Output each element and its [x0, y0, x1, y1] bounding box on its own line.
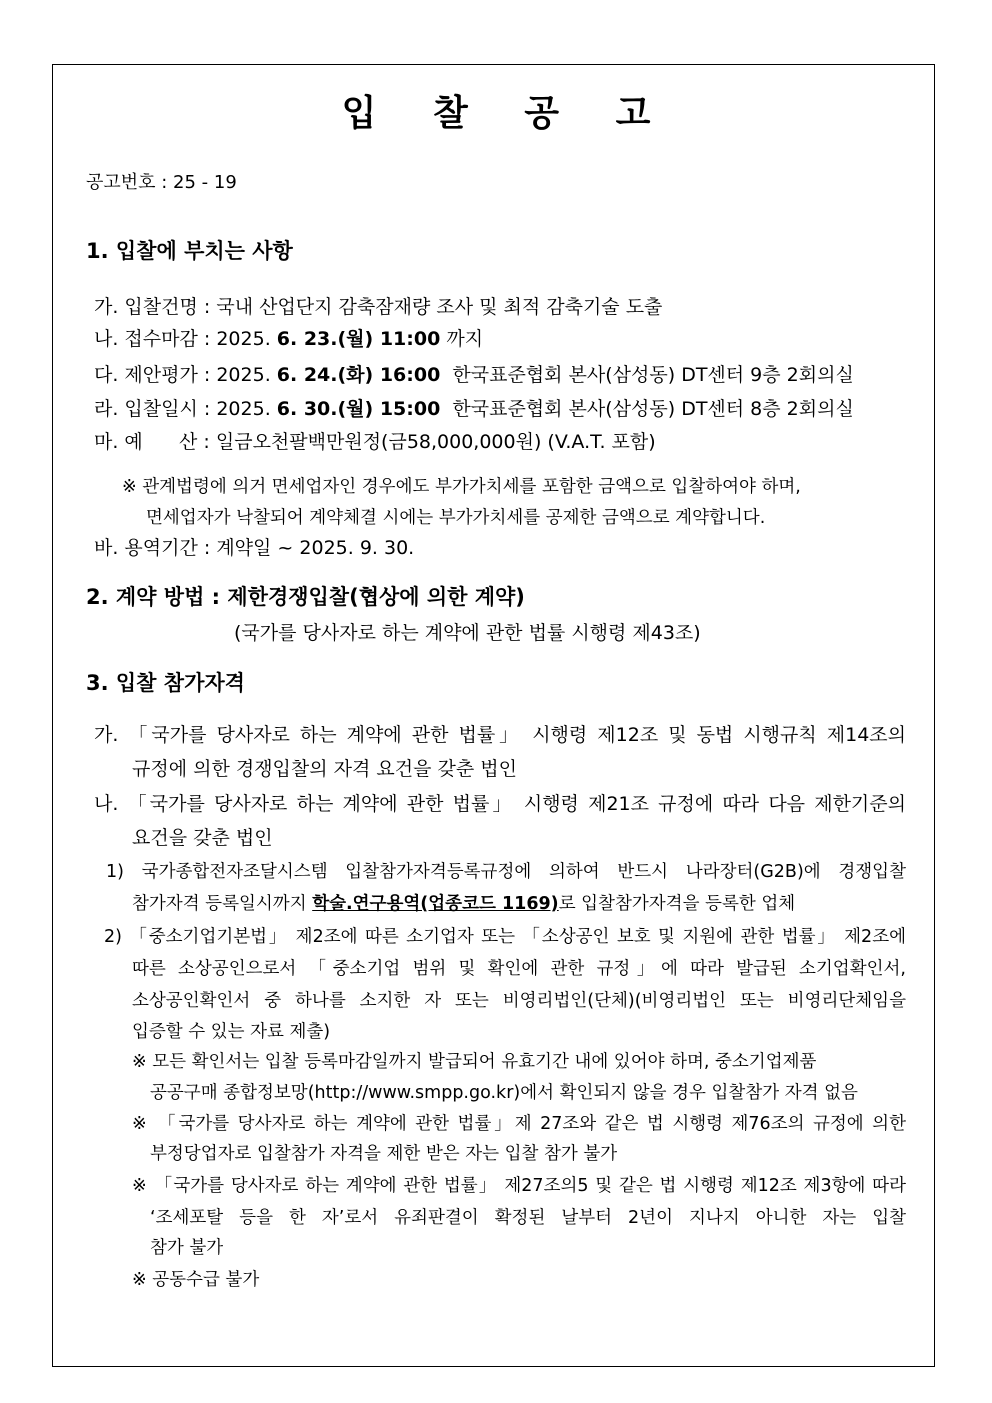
item-label: 가. 입찰건명 — [94, 296, 198, 318]
note1-line2: 공공구매 종합정보망(http://www.smpp.go.kr)에서 확인되지 않을 경우 입찰참가 자격 없음 — [150, 1083, 858, 1103]
qual-item2-line4: 입증할 수 있는 자료 제출) — [132, 1022, 331, 1042]
item-value: 일금오천팔백만원정(금58,000,000원) (V.A.T. 포함) — [215, 431, 656, 453]
industry-code: 학술.연구용역(업종코드 1169) — [312, 894, 559, 914]
note2-line2: 부정당업자로 입찰참가 자격을 제한 받은 자는 입찰 참가 불가 — [150, 1144, 618, 1164]
item-sep: : — [197, 296, 217, 318]
item-pre: 2025. — [216, 364, 277, 386]
item-value: 국내 산업단지 감축잠재량 조사 및 최적 감축기술 도출 — [216, 296, 663, 318]
qual-item2-line1: 2) 「중소기업기본법」 제2조에 따른 소기업자 또는 「소상공인 보호 및 지원에 관한 법률」 제2조에 — [104, 927, 906, 947]
item-title — [94, 294, 662, 320]
item-sep: : — [197, 328, 217, 350]
item-bold: 6. 24.(화) 16:00 — [276, 364, 441, 386]
note3-line3: 참가 불가 — [150, 1238, 224, 1258]
note1-line1: ※ 모든 확인서는 입찰 등록마감일까지 발급되어 유효기간 내에 있어야 하며, 중소기업제품 — [132, 1052, 817, 1072]
item-label: 다. 제안평가 — [94, 364, 198, 386]
qual-item1-line1: 1) 국가종합전자조달시스템 입찰참가자격등록규정에 의하여 반드시 나라장터(G2B)에 경쟁입찰 — [106, 862, 906, 882]
section2-heading: 2. 계약 방법 : 제한경쟁입찰(협상에 의한 계약) — [86, 585, 525, 609]
qual-item1-post: 로 입찰참가자격을 등록한 업체 — [558, 894, 796, 914]
qual-na-line2: 요건을 갖춘 법인 — [132, 827, 273, 849]
note2-line1: ※ 「국가를 당사자로 하는 계약에 관한 법률」제 27조와 같은 법 시행령 제76조의 규정에 의한 — [132, 1114, 906, 1134]
section3-heading: 3. 입찰 참가자격 — [86, 671, 245, 695]
note3-line2: ‘조세포탈 등을 한 자’로서 유죄판결이 확정된 날부터 2년이 지나지 아니한 자는 입찰 — [150, 1208, 906, 1228]
vat-note-line1: ※ 관계법령에 의거 면세업자인 경우에도 부가가치세를 포함한 금액으로 입찰하여야 하며, — [122, 477, 801, 497]
item-post: 한국표준협회 본사(삼성동) DT센터 9층 2회의실 — [440, 364, 854, 386]
item-bold: 6. 23.(월) 11:00 — [276, 328, 441, 350]
note4: ※ 공동수급 불가 — [132, 1270, 260, 1290]
item-bid-date — [94, 396, 854, 422]
item-pre: 2025. — [216, 328, 277, 350]
item-sep: : — [197, 398, 217, 420]
item-sep: : — [197, 364, 217, 386]
item-pre: 2025. — [216, 398, 277, 420]
notice-number: 공고번호 : 25 - 19 — [86, 172, 237, 193]
service-period: 바. 용역기간 : 계약일 ~ 2025. 9. 30. — [94, 537, 415, 559]
item-label: 마. 예 산 — [94, 431, 198, 453]
item-label: 나. 접수마감 — [94, 328, 198, 350]
section2-sub: (국가를 당사자로 하는 계약에 관한 법률 시행령 제43조) — [234, 622, 701, 644]
item-bold: 6. 30.(월) 15:00 — [276, 398, 441, 420]
page-title: 입 찰 공 고 — [341, 93, 673, 134]
note3-line1: ※ 「국가를 당사자로 하는 계약에 관한 법률」 제27조의5 및 같은 법 시행령 제12조 제3항에 따라 — [132, 1176, 906, 1196]
item-label: 라. 입찰일시 — [94, 398, 198, 420]
item-budget — [94, 429, 656, 455]
qual-ga-line2: 규정에 의한 경쟁입찰의 자격 요건을 갖춘 법인 — [132, 758, 517, 780]
item-post: 까지 — [440, 328, 484, 350]
item-sep: : — [197, 431, 216, 453]
qual-item1-pre: 참가자격 등록일시까지 — [132, 894, 313, 914]
qual-ga-line1: 가. 「국가를 당사자로 하는 계약에 관한 법률」 시행령 제12조 및 동법 시행규칙 제14조의 — [94, 724, 906, 746]
qual-na-line1: 나. 「국가를 당사자로 하는 계약에 관한 법률」 시행령 제21조 규정에 따라 다음 제한기준의 — [94, 793, 906, 815]
qual-item2-line2: 따른 소상공인으로서 「중소기업 범위 및 확인에 관한 규정」에 따라 발급된 소기업확인서, — [132, 959, 906, 979]
vat-note-line2: 면세업자가 낙찰되어 계약체결 시에는 부가가치세를 공제한 금액으로 계약합니다. — [146, 508, 766, 528]
item-deadline — [94, 326, 483, 352]
section1-heading: 1. 입찰에 부치는 사항 — [86, 239, 293, 263]
qual-item1-line2 — [132, 891, 795, 917]
item-post: 한국표준협회 본사(삼성동) DT센터 8층 2회의실 — [440, 398, 854, 420]
item-evaluation — [94, 362, 854, 388]
qual-item2-line3: 소상공인확인서 중 하나를 소지한 자 또는 비영리법인(단체)(비영리법인 또는 비영리단체임을 — [132, 991, 906, 1011]
